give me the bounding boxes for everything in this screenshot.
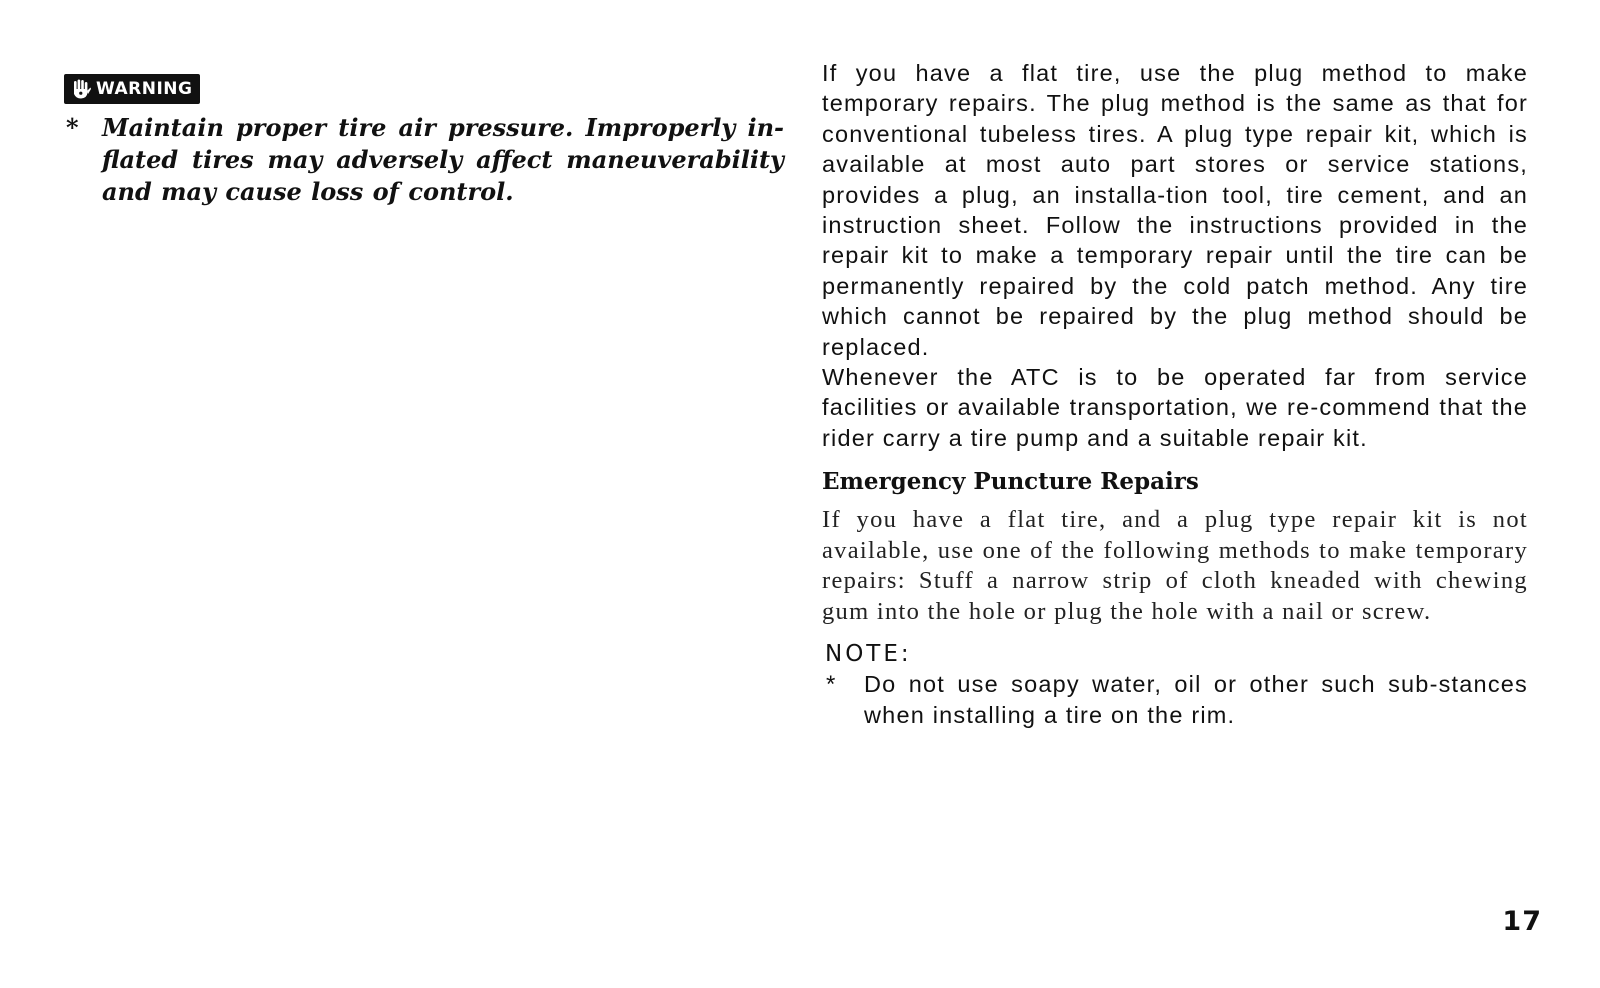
emergency-paragraph: If you have a flat tire, and a plug type repair kit is not available, use one of the following methods to make temporary repairs: Stuff a narrow strip of cloth kneaded with chewing gum into the hole or plug the hole with a nail or screw. xyxy=(822,506,1528,625)
plug-method-paragraph: If you have a flat tire, use the plug method to make temporary repairs. The plug method is the same as that for conventional tubeless tires. A plug type repair kit, which is available at most auto part stores or service stations, provides a plug, an installa-tion tool, tire cement, and an instruction sheet. Follow the instructions provided in the repair kit to make a temporary repair until the tire can be permanently repaired by the cold patch method. Any tire which cannot be repaired by the plug method should be replaced. xyxy=(822,60,1528,360)
page-number: 17 xyxy=(1502,906,1542,937)
warning-bullet: * xyxy=(66,113,79,142)
right-column xyxy=(822,58,1528,731)
emergency-section-title: Emergency Puncture Repairs xyxy=(822,468,1199,496)
warning-text: Maintain proper tire air pressure. Improperly in-flated tires may adversely affect maneuverability and may cause loss of control. xyxy=(102,113,784,206)
note-list-item xyxy=(822,669,1528,731)
note-bullet: * xyxy=(826,671,836,699)
note-title: NOTE: xyxy=(825,641,912,668)
hand-warning-icon xyxy=(70,78,92,100)
remote-operation-paragraph: Whenever the ATC is to be operated far from service facilities or available transportation, we re-commend that the rider carry a tire pump and a suitable repair kit. xyxy=(822,364,1528,451)
warning-badge xyxy=(64,74,200,104)
warning-badge-label: WARNING xyxy=(96,79,193,99)
warning-list-item xyxy=(64,112,784,208)
warning-block xyxy=(64,74,784,208)
note-text: Do not use soapy water, oil or other such sub-stances when installing a tire on the rim. xyxy=(864,671,1528,729)
